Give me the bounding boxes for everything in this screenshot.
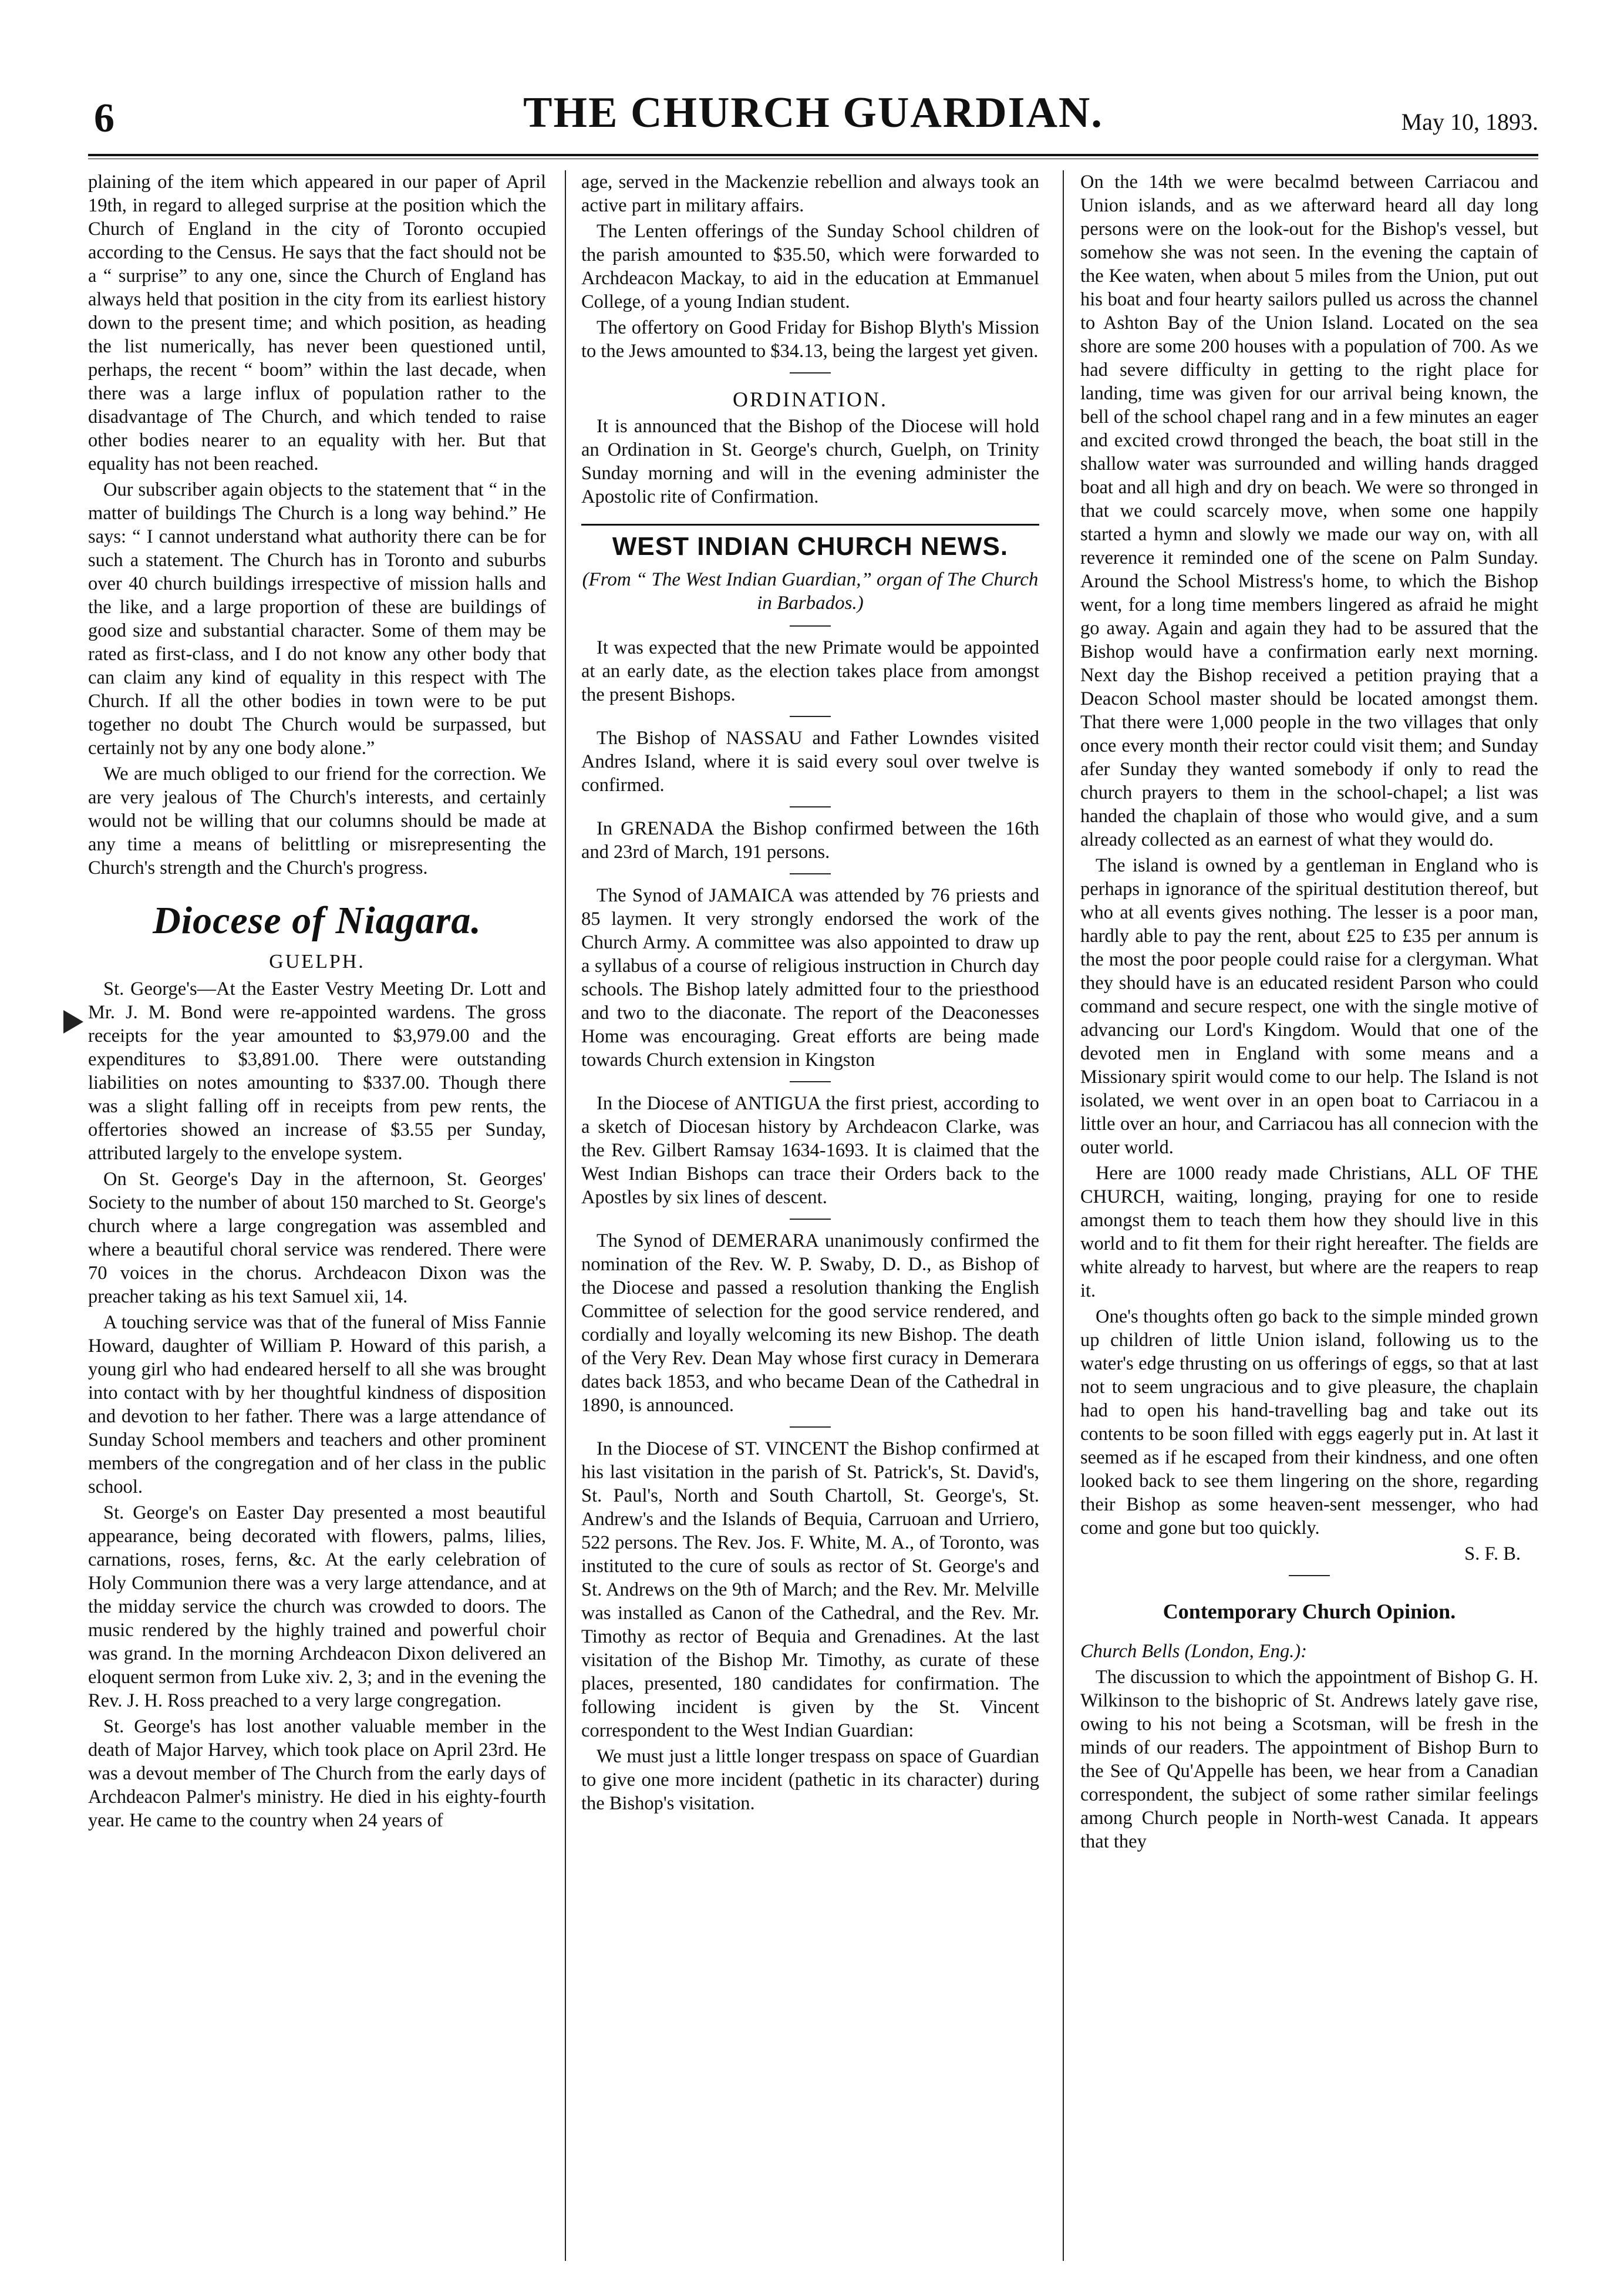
news-item: In GRENADA the Bishop confirmed between the 16th and 23rd of March, 191 persons. (581, 818, 1039, 863)
article-paragraph: It is announced that the Bishop of the Diocese will hold an Ordination in St. George's church, Guelph, on Trinity Sunday morning and will in the evening administer the Apostolic rite of Confirmation. (581, 416, 1039, 507)
issue-date: May 10, 1893. (1401, 109, 1538, 135)
article-paragraph: On the 14th we were becalmd between Carriacou and Union islands, and as we afterward heard all day long persons were on the look-out for the Bishop's vessel, but somehow she was not seen. In the evening the captain of the Kee waten, when about 5 miles from the Union, put out his boat and four hearty sailors pulled us across the channel to Ashton Bay of the Union Island. Located on the sea shore are some 200 houses with a population of 700. As we had severe difficulty in getting to the right place for landing, time was given for our arrival being known, the bell of the school chapel rang and in a few minutes an eager and excited crowd thronged the beach, the boat still in the shallow water was surrounded and willing hands dragged boat and all high and dry on beach. We were so thronged in that we could scarcely move, when some one happily started a hymn and slowly we made our way on, with all reverence it reminded one of the scene on Palm Sunday. Around the School Mistress's home, to which the Bishop went, for a long time members lingered as afraid he might go away. Again and again they had to be assured that the Bishop would have a confirmation early next morning. Next day the Bishop received a petition praying that a Deacon School master should be located amongst them. That there were 1,000 people in the two villages that only once every month their rector could visit them; and Sunday afer Sunday they wanted somebody if only to read the church prayers to them in the school-chapel; a list was handed the chaplain of those who would give, and a sum already collected as an earnest of what they would do. (1080, 171, 1538, 850)
signature-initials: S. F. B. (1464, 1543, 1521, 1564)
article-paragraph: St. George's—At the Easter Vestry Meeting Dr. Lott and Mr. J. M. Bond were re-appointed wardens. The gross receipts for the year amounted to $3,979.00 and the expenditures to $3,891.00. There were outstanding liabilities on notes amounting to $337.00. Though there was a slight falling off in receipts from pew rents, the offertories showed an increase of $3.55 per Sunday, attributed largely to the envelope system. (88, 978, 546, 1164)
article-paragraph: Here are 1000 ready made Christians, ALL OF THE CHURCH, waiting, longing, praying for one to reside amongst them to teach them how they should live in this world and to fit them for their right hereafter. The fields are white already to harvest, but where are the reapers to reap it. (1080, 1163, 1538, 1301)
article-paragraph: We are much obliged to our friend for the correction. We are very jealous of The Church's interests, and certainly would not be willing that our columns should be made at any time a means of belittling or misrepresenting the Church's strength and the Church's progress. (88, 763, 546, 879)
article-paragraph: The discussion to which the appointment of Bishop G. H. Wilkinson to the bishopric of St. Andrews lately gave rise, owing to his not being a Scotsman, will be fresh in the minds of our readers. The appointment of Bishop Burn to the See of Qu'Appelle has been, we hear from a Canadian correspondent, the subject of some rather similar feelings among Church people in North-west Canada. It appears that they (1080, 1667, 1538, 1852)
article-paragraph: Our subscriber again objects to the statement that “ in the matter of buildings The Church is a long way behind.” He says: “ I cannot understand what authority there can be for such a statement. The Church has in Toronto and suburbs over 40 church buildings irrespective of mission halls and the like, and a large proportion of these are buildings of good size and substantial character. Some of them may be rated as first-class, and I do not know any other body that can claim any kind of equality in this respect with The Church. If all the other bodies in town were to be put together no doubt The Church would be surpassed, but certainly not by any one body alone.” (88, 479, 546, 759)
news-item: The Synod of DEMERARA unanimously confirmed the nomination of the Rev. W. P. Swaby, D. D., as Bishop of the Diocese and passed a resolution thanking the English Committee of selection for the good service rendered, and cordially and loyally welcoming its new Bishop. The death of the Very Rev. Dean May whose first curacy in Demerara dates back 1853, and who became Dean of the Cathedral in 1890, is announced. (581, 1230, 1039, 1416)
opinion-source: Church Bells (London, Eng.): (1080, 1641, 1308, 1662)
article-paragraph: A touching service was that of the funeral of Miss Fannie Howard, daughter of William P. Howard of this parish, a young girl who had endeared herself to all she was brought into contact with by her thoughtful kindness of disposition and devotion to her father. There was a large attendance of Sunday School members and teachers and other prominent members of the congregation and of her class in the public school. (88, 1312, 546, 1497)
header-rule (88, 154, 1538, 156)
west-indian-news-heading: WEST INDIAN CHURCH NEWS. (581, 524, 1039, 558)
article-paragraph: The Lenten offerings of the Sunday School children of the parish amounted to $35.50, which were forwarded to Archdeacon Mackay, to aid in the education at Emmanuel College, of a young Indian student. (581, 221, 1039, 312)
column-divider-1 (565, 170, 566, 2261)
column-2 (581, 170, 1039, 2261)
article-paragraph: The offertory on Good Friday for Bishop Blyth's Mission to the Jews amounted to $34.13, being the largest yet given. (581, 317, 1039, 362)
masthead (88, 88, 1538, 153)
article-paragraph: On St. George's Day in the afternoon, St. Georges' Society to the number of about 150 marched to St. George's church where a large congregation was assembled and where a beautiful choral service was rendered. There were 70 voices in the chorus. Archdeacon Dixon was the preacher taking as his text Samuel xii, 14. (88, 1169, 546, 1307)
separator-rule (790, 1426, 831, 1428)
column-1 (88, 170, 546, 2261)
article-paragraph: St. George's on Easter Day presented a most beautiful appearance, being decorated with flowers, palms, lilies, carnations, roses, ferns, &c. At the early celebration of Holy Communion there was a very large attendance, and at the midday service the church was crowded to doors. The music rendered by the highly trained and powerful choir was grand. In the morning Archdeacon Dixon delivered an eloquent sermon from Luke xiv. 2, 3; and in the evening the Rev. J. H. Ross preached to a very large congregation. (88, 1502, 546, 1711)
article-paragraph: The island is owned by a gentleman in England who is perhaps in ignorance of the spiritual destitution thereof, but who at all events gives nothing. The lesser is a poor man, hardly able to pay the rent, about £25 to £35 per annum is the most the poor people could raise for a clergyman. What they should have is an educated resident Parson who could command and secure respect, one with the single motive of advancing our Lord's Kingdom. Would that one of the devoted men in England with some means and a Missionary spirit would come to our help. The Island is not isolated, we went over in an open boat to Carriacou in a little over an hour, and Carriacou has all connecion with the outer world. (1080, 855, 1538, 1158)
margin-pointer-mark (63, 1010, 83, 1034)
news-item: We must just a little longer trespass on space of Guardian to give one more incident (pathetic in its character) during the Bishop's visitation. (581, 1746, 1039, 1814)
newspaper-title: THE CHURCH GUARDIAN. (523, 89, 1103, 137)
news-source-line: (From “ The West Indian Guardian,” organ of The Church in Barbados.) (582, 569, 1039, 614)
section-title-diocese: Diocese of Niagara. (153, 899, 481, 942)
news-item: In the Diocese of ST. VINCENT the Bishop confirmed at his last visitation in the parish of St. Patrick's, St. David's, St. Paul's, North and South Chartoll, St. George's, St. Andrew's and the Islands of Bequia, Carruoan and Urriero, 522 persons. The Rev. Jos. F. White, M. A., of Toronto, was instituted to the cure of souls as rector of St. George's and St. Andrews on the 9th of March; and the Rev. Mr. Melville was installed as Canon of the Cathedral, and the Rev. Mr. Timothy as rector of Bequia and Grenadines. At the last visitation of the Bishop Mr. Timothy, as curate of these places, presented, 180 candidates for confirmation. The following incident is given by the St. Vincent correspondent to the West Indian Guardian: (581, 1438, 1039, 1741)
article-paragraph: One's thoughts often go back to the simple minded grown up children of little Union island, following us to the water's edge thrusting on us offerings of eggs, so that at last not to seem ungracious and to give pleasure, the chaplain had to open his hand-travelling bag and take out its contents to be soon filled with eggs eagerly put in. At last it seemed as if he escaped from their kindness, and one often looked back to see them lingering on the shore, regarding their Bishop as some heaven-sent messenger, who had come and gone but too quickly. (1080, 1306, 1538, 1539)
article-paragraph: age, served in the Mackenzie rebellion and always took an active part in military affairs. (581, 171, 1039, 216)
separator-rule (790, 1219, 831, 1220)
article-paragraph: St. George's has lost another valuable member in the death of Major Harvey, which took place on April 23rd. He was a devout member of The Church from the early days of Archdeacon Palmer's ministry. He died in his eighty-fourth year. He came to the country when 24 years of (88, 1716, 546, 1831)
news-item: It was expected that the new Primate would be appointed at an early date, as the election takes place from amongst the present Bishops. (581, 637, 1039, 705)
separator-rule (1289, 1575, 1330, 1576)
separator-rule (790, 372, 831, 373)
news-item: The Synod of JAMAICA was attended by 76 priests and 85 laymen. It very strongly endorsed the work of the Church Army. A committee was also appointed to draw up a syllabus of a course of religious instruction in Church day schools. The Bishop lately admitted four to the priesthood and two to the diaconate. The report of the Deaconesses Home was encouraging. Great efforts are being made towards Church extension in Kingston (581, 885, 1039, 1071)
contemporary-opinion-heading: Contemporary Church Opinion. (1163, 1600, 1456, 1623)
separator-rule (790, 1081, 831, 1082)
column-3 (1080, 170, 1538, 2261)
section-subtitle-guelph: GUELPH. (269, 951, 365, 972)
separator-rule (790, 806, 831, 807)
page-number: 6 (94, 96, 114, 141)
separator-rule (790, 716, 831, 717)
column-divider-2 (1063, 170, 1064, 2261)
separator-rule (790, 625, 831, 627)
news-item: The Bishop of NASSAU and Father Lowndes visited Andres Island, where it is said every soul over twelve is confirmed. (581, 728, 1039, 796)
separator-rule (790, 873, 831, 874)
news-item: In the Diocese of ANTIGUA the first priest, according to a sketch of Diocesan history by Archdeacon Clarke, was the Rev. Gilbert Ramsay 1634-1693. It is claimed that the West Indian Bishops can trace their Orders back to the Apostles by six lines of descent. (581, 1093, 1039, 1208)
article-paragraph: plaining of the item which appeared in our paper of April 19th, in regard to alleged surprise at the position which the Church of England in the city of Toronto occupied according to the Census. He says that the fact should not be a “ surprise” to any one, since the Church of England has always held that position in the city from its earliest history down to the present time; and which position, as heading the list numerically, has never been questioned until, perhaps, the recent “ boom” within the last decade, when there was a large influx of population rather to the disadvantage of The Church, and which tended to raise other bodies nearer to an equality with her. But that equality has not been reached. (88, 171, 546, 475)
ordination-heading: ORDINATION. (733, 388, 888, 411)
